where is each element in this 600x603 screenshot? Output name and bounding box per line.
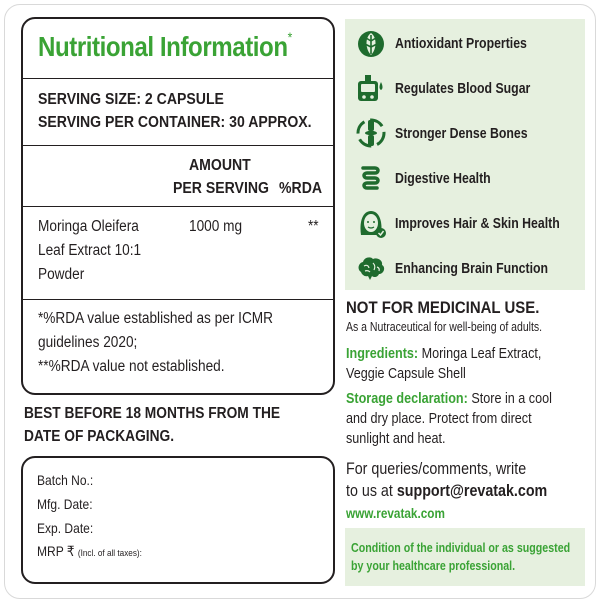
nutrition-title: Nutritional Information*	[38, 29, 292, 62]
exp-date: Exp. Date:	[37, 520, 94, 536]
amount-value: 1000 mg	[189, 218, 243, 235]
support-email[interactable]: support@revatak.com	[396, 481, 548, 500]
divider	[23, 78, 333, 79]
benefit-label: Antioxidant Properties	[395, 35, 527, 52]
divider	[23, 206, 333, 207]
benefit-blood-sugar	[345, 66, 585, 111]
glucometer-icon	[355, 72, 387, 104]
col-rda: %RDA	[279, 180, 323, 197]
divider	[23, 299, 333, 300]
ingredient-name: Moringa Oleifera Leaf Extract 10:1 Powder	[38, 218, 142, 283]
divider	[23, 145, 333, 146]
mrp: MRP ₹ (Incl. of all taxes):	[37, 543, 142, 559]
benefit-label: Digestive Health	[395, 170, 491, 187]
benefits-panel	[345, 19, 585, 290]
nutrition-panel	[21, 17, 335, 395]
benefit-label: Stronger Dense Bones	[395, 125, 528, 142]
not-medicinal: NOT FOR MEDICINAL USE.	[346, 298, 540, 317]
condition-note: Condition of the individual or as suggested by your healthcare professional.	[345, 528, 585, 586]
col-amount-line2: PER SERVING	[173, 180, 269, 197]
brain-icon	[355, 252, 387, 284]
storage-label: Storage declaration:	[346, 390, 468, 407]
benefit-brain	[345, 246, 585, 291]
nutraceutical-note: As a Nutraceutical for well-being of adults.	[346, 320, 543, 334]
storage-declaration: Storage declaration: Store in a cool and dry place. Protect from direct sunlight and heat.	[346, 390, 552, 447]
benefit-digestive	[345, 156, 585, 201]
serving-size: SERVING SIZE: 2 CAPSULE	[38, 91, 224, 108]
benefit-label: Regulates Blood Sugar	[395, 80, 531, 97]
ingredients-label: Ingredients:	[346, 345, 419, 362]
batch-box	[21, 456, 335, 584]
batch-no: Batch No.:	[37, 472, 94, 488]
benefit-antioxidant	[345, 21, 585, 66]
rda-footnote: *%RDA value established as per ICMR guidelines 2020; **%RDA value not established.	[38, 310, 274, 375]
benefit-hair-skin	[345, 201, 585, 246]
best-before: BEST BEFORE 18 MONTHS FROM THE DATE OF PACKAGING.	[24, 405, 281, 445]
intestine-icon	[355, 162, 387, 194]
queries: For queries/comments, write to us at support@revatak.com	[346, 459, 548, 500]
mfg-date: Mfg. Date:	[37, 496, 93, 512]
benefit-bones	[345, 111, 585, 156]
lettuce-icon	[355, 27, 387, 59]
col-amount-line1: AMOUNT	[189, 157, 251, 174]
title-asterisk: *	[287, 29, 292, 45]
serving-per-container: SERVING PER CONTAINER: 30 APPROX.	[38, 114, 312, 131]
website-link[interactable]: www.revatak.com	[346, 505, 445, 521]
woman-face-icon	[355, 207, 387, 239]
benefit-label: Enhancing Brain Function	[395, 260, 549, 277]
benefit-label: Improves Hair & Skin Health	[395, 215, 560, 232]
bone-joint-icon	[355, 117, 387, 149]
ingredients: Ingredients: Moringa Leaf Extract, Veggie Capsule Shell	[346, 345, 542, 382]
rda-value: **	[308, 218, 319, 235]
